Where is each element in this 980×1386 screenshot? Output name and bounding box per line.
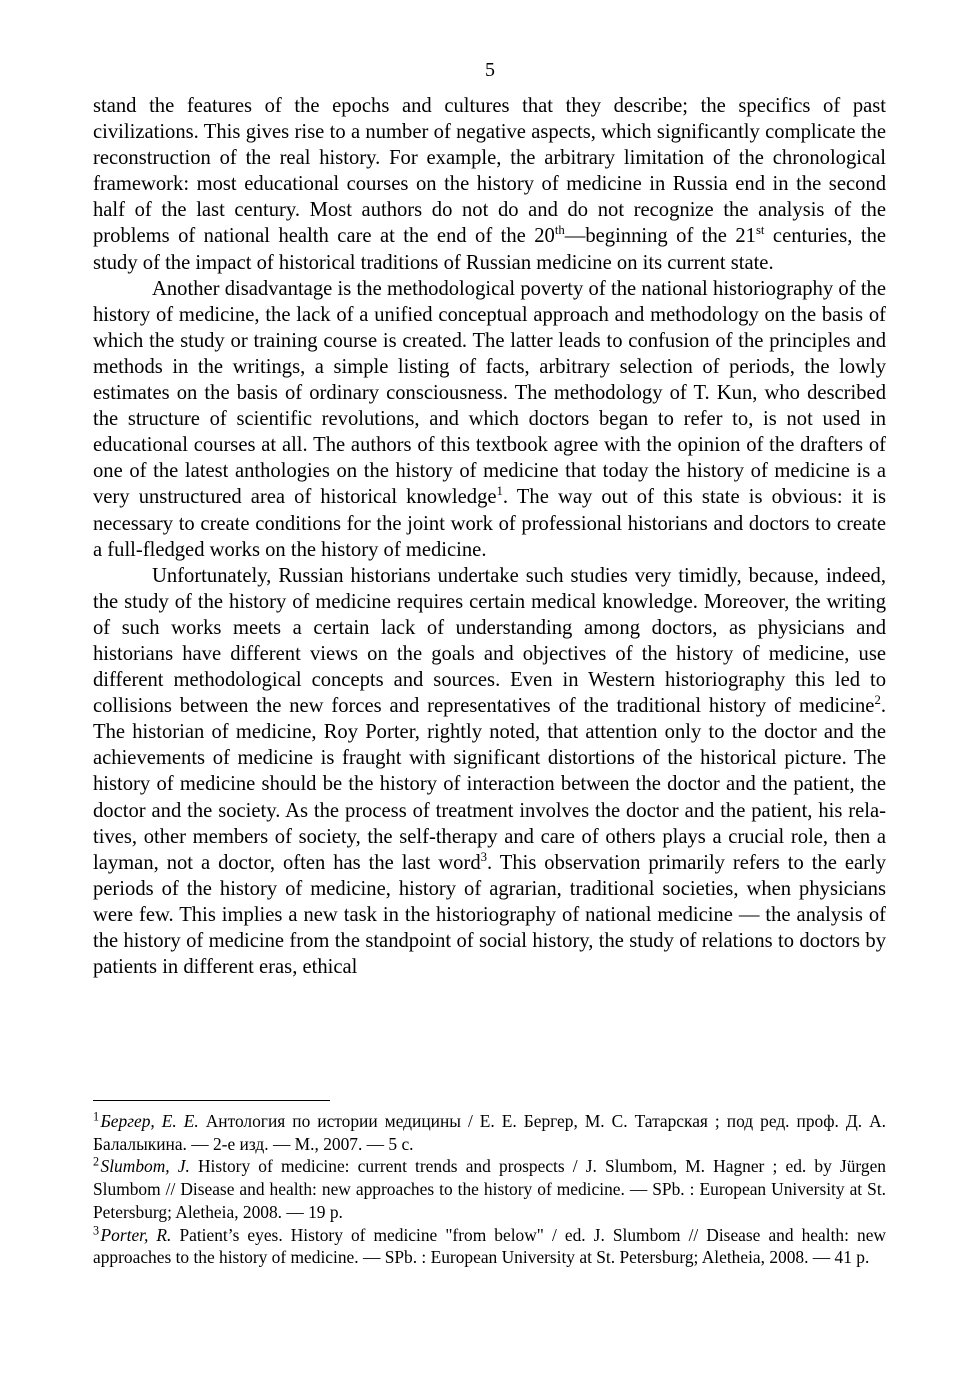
footnote-author: Slumbom, J. (100, 1156, 190, 1177)
footnote-number: 1 (93, 1109, 100, 1124)
footnote (93, 1224, 886, 1269)
footnote-text: Антология по истории медицины / Е. Е. Бергер, М. С. Татарская ; под ред. проф. Д. А. Балалыкина. — 2-е изд. — М., 2007. — 5 с. (93, 1111, 886, 1154)
text-run: —beginning of the 21 (564, 225, 756, 248)
footnote-text: Patient’s eyes. History of medicine "from below" / ed. J. Slumbom // Disease and health: new approaches to the history of medicine. — SPb. : European University at St. Petersburg; Aletheia, 2008. — 41 p. (93, 1224, 886, 1268)
superscript: th (554, 223, 565, 238)
footnote-author: Porter, R. (100, 1224, 172, 1245)
footnote (93, 1155, 886, 1223)
text-run: stand the features of the epochs and cultures that they describe; the specifics of past civilizations. This gives rise to a number of negative aspects, which significantly complicate the reconstruction of the real history. For example, the arbitrary limitation of the chronological framework: most educational courses on the history of medicine in Russia end in the second half of the last century. Most authors do not do and do not recognize the analysis of the problems of national health care at the end of the 20 (93, 95, 886, 248)
paragraph (93, 563, 886, 981)
superscript: 1 (496, 484, 503, 499)
superscript: 2 (874, 693, 881, 708)
text-run: . This observation primarily refers to the early periods of the history of medicine, history of agrarian, traditional societies, when physicians were few. This implies a new task in the historiography of national medicine — the analysis of the history of medicine from the standpoint of social history, the study of relations to doctors by patients in different eras, ethical (93, 851, 886, 979)
footnote-separator (93, 1100, 330, 1101)
footnote-number: 2 (93, 1154, 100, 1169)
body-text (93, 93, 886, 980)
paragraph (93, 93, 886, 276)
text-run: centuries, the study of the impact of historical traditions of Russian medicine on its current state. (93, 225, 887, 274)
footnote-author: Бергер, Е. Е. (100, 1111, 199, 1131)
paragraph (93, 276, 886, 563)
footnote (93, 1110, 886, 1155)
text-run: . The historian of medicine, Roy Porter, rightly noted, that attention only to the doctor and the achievements of medicine is fraught with significant distortions of the historical picture. The history of medicine should be the history of interaction between the doctor and the patient, the doctor and the society. As the process of treatment involves the doctor and the patient, his relatives, other members of society, the self-therapy and care of others plays a crucial role, then a layman, not a doctor, often has the last word (93, 695, 886, 874)
text-run: Another disadvantage is the methodological poverty of the national historiography of the history of medicine, the lack of a unified conceptual approach and methodology on the basis of which the study or training course is created. The latter leads to confusion of the principles and methods in the writings, a simple listing of facts, arbitrary selection of periods, the lowly estimates on the basis of ordinary consciousness. The methodology of T. Kun, who described the structure of scientific revolutions, and which doctors began to refer to, is not used in educational courses at all. The authors of this textbook agree with the opinion of the drafters of one of the latest anthologies on the history of medicine that today the history of medicine is a very unstructured area of historical knowledge (93, 277, 886, 509)
footnote-text: History of medicine: current trends and prospects / J. Slumbom, M. Hagner ; ed. by Jürgen Slumbom // Disease and health: new approaches to the history of medicine. — SPb. : European University at St. Petersburg; Aletheia, 2008. — 19 p. (93, 1156, 886, 1222)
page-number: 5 (485, 59, 495, 81)
superscript: 3 (480, 849, 488, 864)
text-run: . The way out of this state is obvious: it is necessary to create conditions for the joint work of professional historians and doctors to create a full-fledged works on the history of medicine. (93, 486, 886, 561)
text-run: Unfortunately, Russian historians undertake such studies very timidly, because, indeed, the study of the history of medicine requires certain medical knowledge. Moreover, the writing of such works meets a certain lack of understanding among doctors, as physicians and historians have different views on the goals and objectives of the history of medicine, use different methodological concepts and sources. Even in Western historiography this led to collisions between the new forces and representatives of the traditional history of medicine (93, 564, 886, 718)
superscript: st (755, 223, 765, 238)
footnotes (93, 1110, 886, 1269)
footnote-number: 3 (93, 1222, 100, 1237)
